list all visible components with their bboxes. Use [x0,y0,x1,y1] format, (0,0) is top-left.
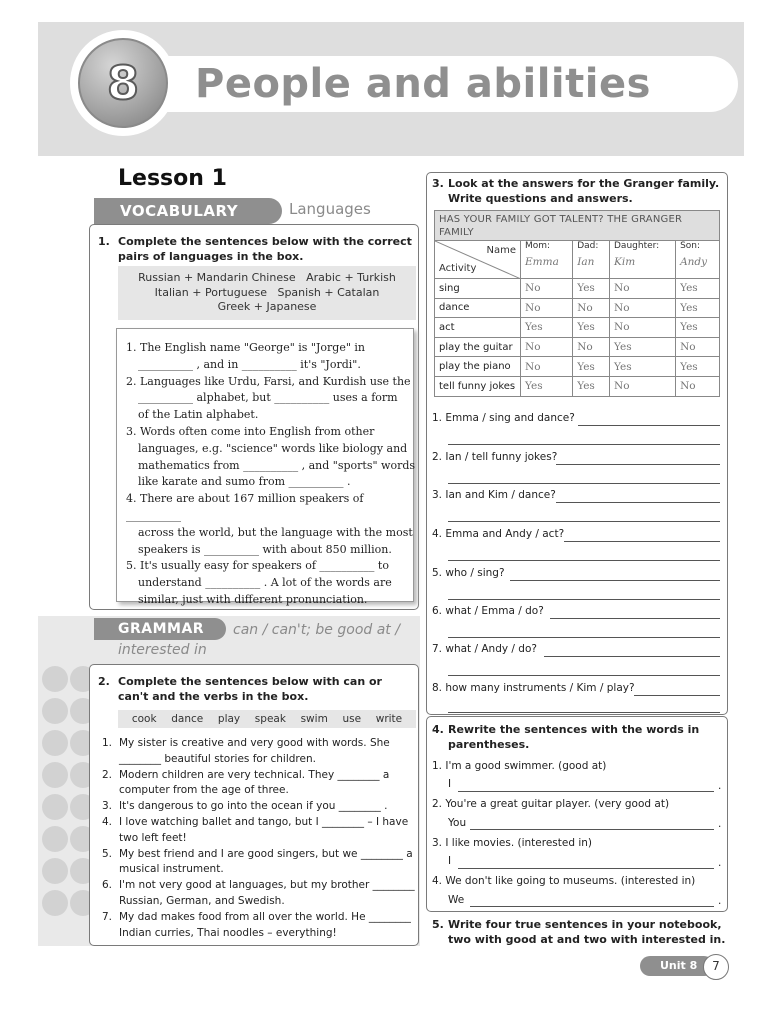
grammar-topic: can / can't; be good at / interested in [118,622,400,658]
exercise-4-instruction: 4. Rewrite the sentences with the words in parentheses. [432,723,700,751]
rewrite-start: I [448,855,452,867]
verbs-box: cook dance play speak swim use write [118,710,416,728]
unit-number: 8 [106,56,139,110]
question-text: 3. Ian and Kim / dance? [432,489,556,501]
member-header: Son: Andy [676,241,720,279]
answer-line[interactable] [448,675,720,676]
list-item: 1. My sister is creative and very good with words. She ________ beautiful stories for children. [102,737,390,765]
exercise-1-sentences [126,340,416,609]
exercise-1-instruction: 1. Complete the sentences below with the correct pairs of languages in the box. [98,235,412,263]
question-text: 7. what / Andy / do? [432,643,537,655]
table-row: play the guitar No No Yes No [435,337,720,357]
answer-line[interactable] [544,656,720,657]
vocabulary-pill [94,198,282,224]
language-pairs-line: Italian + Portuguese Spanish + Catalan [154,285,380,299]
member-header: Daughter: Kim [610,241,676,279]
sentence-line: 3. Words often come into English from other [126,424,375,438]
answer-line[interactable] [634,695,720,696]
answer-line[interactable] [448,599,720,600]
answer-line[interactable] [448,521,720,522]
sentence-line: 4. There are about 167 million speakers of __________ [126,492,364,522]
exercise-5-instruction: 5. Write four true sentences in your notebook, two with good at and two with interested in. [432,918,726,946]
list-item: 4. I love watching ballet and tango, but I ________ – I have two left feet! [102,815,409,844]
rewrite-prompt: 4. We don't like going to museums. (interested in) [432,875,696,887]
language-pairs-line: Greek + Japanese [217,300,317,313]
language-pairs-line: Russian + Mandarin Chinese Arabic + Turkish [138,271,396,284]
answer-line[interactable] [448,483,720,484]
answer-line[interactable] [550,618,720,619]
sentence-line: like karate and sumo from __________ . [138,475,351,489]
table-caption: HAS YOUR FAMILY GOT TALENT? THE GRANGER FAMILY [435,211,720,241]
rewrite-start: We [448,894,465,906]
table-row: act Yes Yes No Yes [435,318,720,338]
answer-line[interactable] [448,712,720,713]
list-item: 6. I'm not very good at languages, but my brother ________ Russian, German, and Swedish. [102,879,415,907]
list-item: 7. My dad makes food from all over the world. He ________ Indian curries, Thai noodles – everything! [102,910,411,939]
sentence-line: 1. The English name "George" is "Jorge" in [126,341,365,354]
list-item: 5. My best friend and I are good singers, but we ________ a musical instrument. [102,847,413,876]
member-header: Mom: Emma [521,241,573,279]
answer-line[interactable] [458,791,714,792]
sentence-line: mathematics from __________ , and "sports" words [138,458,416,472]
rewrite-prompt: 1. I'm a good swimmer. (good at) [432,760,607,772]
list-item: 3. It's dangerous to go into the ocean if you ________ . [102,800,388,813]
sentence-line: languages, e.g. "science" words like biology and [138,441,408,455]
table-row: sing No Yes No Yes [435,279,720,299]
sentence-line: of the Latin alphabet. [138,408,259,422]
unit-footer-label: Unit 8 [660,959,698,972]
exercise-2-instruction: 2. Complete the sentences below with can or can't and the verbs in the box. [98,675,382,703]
question-text: 6. what / Emma / do? [432,605,544,617]
sentence-line: __________ , and in __________ it's "Jordi". [138,357,361,371]
table-row: play the piano No Yes Yes Yes [435,357,720,377]
table-row: dance No No No Yes [435,298,720,318]
sentence-line: __________ alphabet, but __________ uses a form [138,391,398,405]
grammar-label: GRAMMAR [118,621,205,637]
answer-line[interactable] [556,464,720,465]
lesson-title: Lesson 1 [118,166,227,191]
answer-line[interactable] [470,829,714,830]
question-text: 1. Emma / sing and dance? [432,412,575,424]
answer-line[interactable] [556,502,720,503]
rewrite-prompt: 2. You're a great guitar player. (very good at) [432,798,670,810]
question-text: 4. Emma and Andy / act? [432,528,565,540]
answer-line[interactable] [564,541,720,542]
answer-line[interactable] [448,444,720,445]
vocabulary-topic: Languages [289,200,371,218]
answer-line[interactable] [470,906,714,907]
sentence-line: understand __________ . A lot of the words are [138,576,392,590]
answer-line[interactable] [578,425,720,426]
question-text: 8. how many instruments / Kim / play? [432,682,635,694]
question-text: 5. who / sing? [432,567,505,579]
page-title: People and abilities [195,61,651,107]
question-text: 2. Ian / tell funny jokes? [432,451,558,463]
answer-line[interactable] [448,560,720,561]
answer-line[interactable] [510,580,720,581]
rewrite-start: I [448,778,452,790]
rewrite-prompt: 3. I like movies. (interested in) [432,837,593,849]
exercise-2-items [102,736,416,941]
sentence-line: across the world, but the language with the most [138,525,413,539]
rewrite-start: You [448,817,467,829]
sentence-line: similar, just with different pronunciation. [138,592,368,606]
exercise-3-instruction: 3. Look at the answers for the Granger family. Write questions and answers. [432,177,720,205]
answer-line[interactable] [458,868,714,869]
sentence-line: 2. Languages like Urdu, Farsi, and Kurdish use the [126,374,411,388]
table-header-row [435,241,720,279]
list-item: 2. Modern children are very technical. They ________ a computer from the age of three. [102,768,390,797]
table-row: tell funny jokes Yes Yes No No [435,376,720,396]
sentence-line: speakers is __________ with about 850 million. [138,542,392,556]
answer-line[interactable] [448,637,720,638]
talent-table [434,210,720,397]
vocabulary-label: VOCABULARY [120,202,239,220]
page-number: 7 [703,954,729,980]
member-header: Dad: Ian [573,241,610,279]
sentence-line: 5. It's usually easy for speakers of __________ to [126,559,389,573]
name-activity-header: Name Activity [435,241,521,279]
language-pairs-box [118,266,416,320]
